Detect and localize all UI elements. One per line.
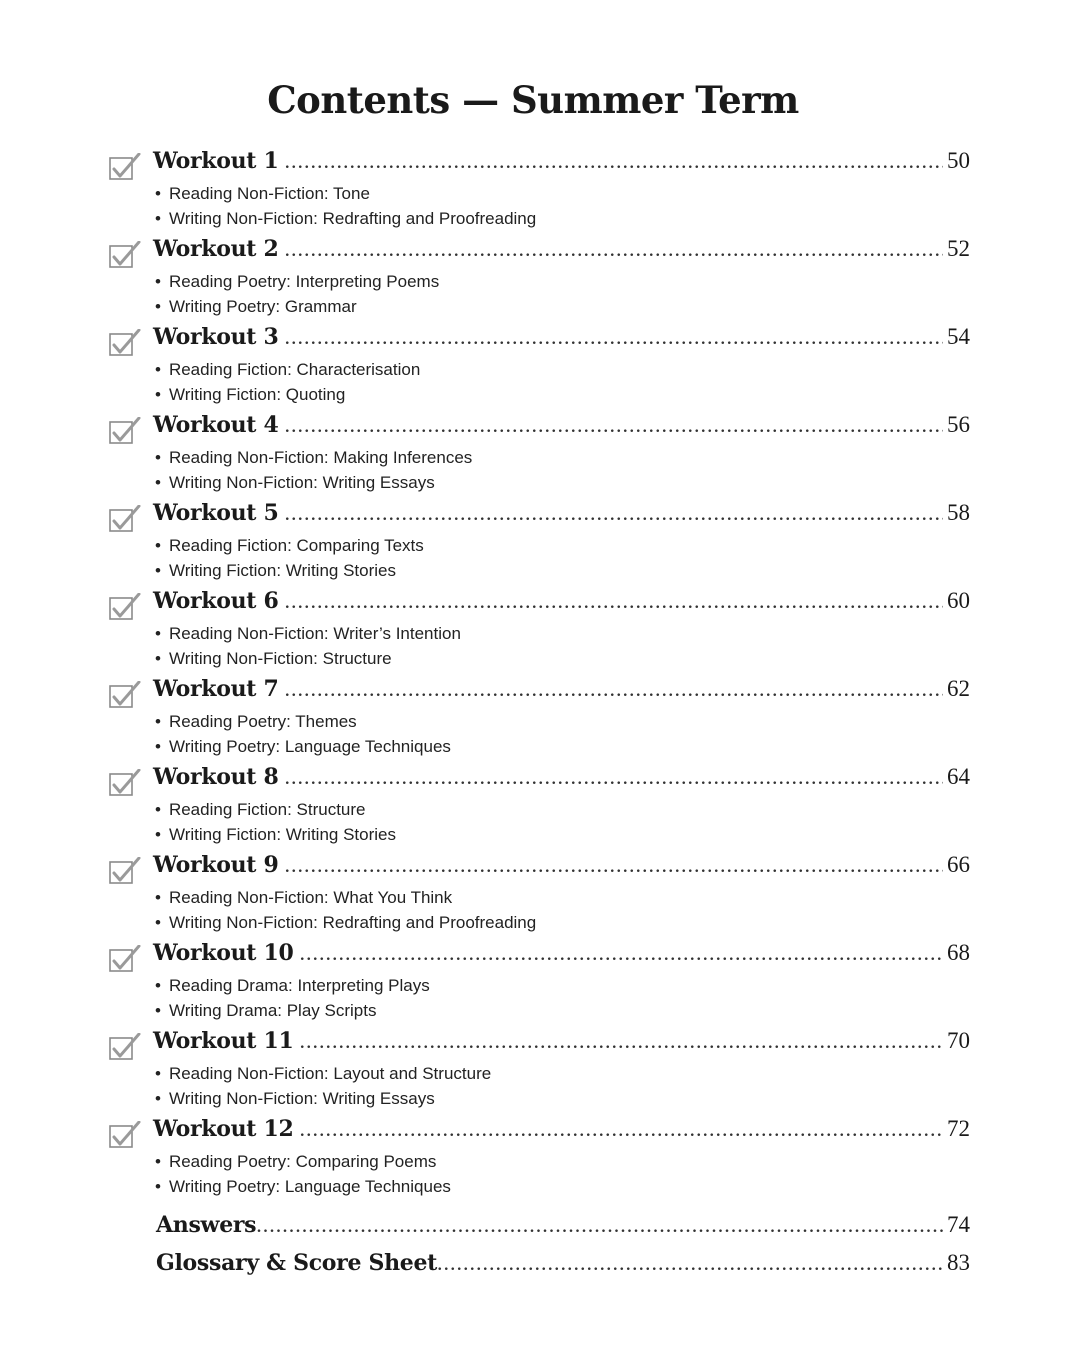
checkbox-tick-icon[interactable] [109, 505, 141, 533]
workout-title: Workout 3 [153, 324, 279, 350]
topic-item: • Writing Fiction: Quoting [155, 382, 420, 407]
topic-item: • Reading Fiction: Structure [155, 797, 396, 822]
topic-item: • Writing Non-Fiction: Structure [155, 646, 461, 671]
checkbox-tick-icon[interactable] [109, 241, 141, 269]
workout-title: Workout 1 [153, 148, 279, 174]
workout-title: Workout 4 [153, 412, 279, 438]
checkbox-tick-icon[interactable] [109, 769, 141, 797]
extra-title: Answers [156, 1212, 257, 1238]
topic-list [155, 181, 536, 231]
page-number: 64 [947, 764, 970, 789]
workout-entry-5[interactable] [106, 496, 970, 584]
workout-title: Workout 12 [153, 1116, 294, 1142]
workout-entry-1[interactable] [106, 144, 970, 232]
dot-leader [300, 940, 943, 966]
topic-list [155, 797, 396, 847]
topic-item: • Reading Fiction: Characterisation [155, 357, 420, 382]
dot-leader [285, 148, 943, 174]
checkbox-tick-icon[interactable] [109, 417, 141, 445]
topic-list [155, 445, 472, 495]
dot-leader [300, 1028, 943, 1054]
workout-title: Workout 2 [153, 236, 279, 262]
workout-title: Workout 5 [153, 500, 279, 526]
workout-entry-2[interactable] [106, 232, 970, 320]
workout-heading-row [153, 940, 970, 974]
workout-title: Workout 7 [153, 676, 279, 702]
page-number: 68 [947, 940, 970, 965]
workout-title: Workout 10 [153, 940, 294, 966]
topic-item: • Writing Non-Fiction: Writing Essays [155, 1086, 491, 1111]
topic-list [155, 973, 430, 1023]
workout-entry-3[interactable] [106, 320, 970, 408]
topic-item: • Writing Poetry: Language Techniques [155, 734, 451, 759]
topic-list [155, 709, 451, 759]
dot-leader [256, 1212, 943, 1238]
topic-item: • Writing Poetry: Language Techniques [155, 1174, 451, 1199]
topic-item: • Reading Non-Fiction: Writer’s Intention [155, 621, 461, 646]
checkbox-tick-icon[interactable] [109, 593, 141, 621]
topic-item: • Writing Non-Fiction: Writing Essays [155, 470, 472, 495]
page-number: 74 [947, 1212, 970, 1237]
workout-heading-row [153, 588, 970, 622]
checkbox-tick-icon[interactable] [109, 681, 141, 709]
workout-title: Workout 9 [153, 852, 279, 878]
topic-item: • Writing Non-Fiction: Redrafting and Proofreading [155, 910, 536, 935]
topic-item: • Writing Fiction: Writing Stories [155, 558, 424, 583]
checkbox-tick-icon[interactable] [109, 329, 141, 357]
page-title: Contents — Summer Term [267, 78, 799, 122]
checkbox-tick-icon[interactable] [109, 857, 141, 885]
workout-title: Workout 8 [153, 764, 279, 790]
page-number: 72 [947, 1116, 970, 1141]
workout-entry-12[interactable] [106, 1112, 970, 1200]
topic-list [155, 533, 424, 583]
dot-leader [285, 852, 943, 878]
checkbox-tick-icon[interactable] [109, 1121, 141, 1149]
dot-leader [285, 588, 943, 614]
dot-leader [285, 764, 943, 790]
topic-list [155, 1061, 491, 1111]
topic-list [155, 269, 439, 319]
page-number: 70 [947, 1028, 970, 1053]
dot-leader [285, 676, 943, 702]
workout-entry-4[interactable] [106, 408, 970, 496]
workout-heading-row [153, 324, 970, 358]
workout-title: Workout 6 [153, 588, 279, 614]
topic-list [155, 357, 420, 407]
workout-heading-row [153, 236, 970, 270]
topic-item: • Writing Poetry: Grammar [155, 294, 439, 319]
topic-item: • Writing Drama: Play Scripts [155, 998, 430, 1023]
dot-leader [285, 412, 943, 438]
page-number: 56 [947, 412, 970, 437]
topic-item: • Reading Non-Fiction: Layout and Structure [155, 1061, 491, 1086]
topic-list [155, 885, 536, 935]
topic-item: • Reading Poetry: Interpreting Poems [155, 269, 439, 294]
dot-leader [437, 1250, 943, 1276]
page-number: 83 [947, 1250, 970, 1275]
workout-entry-7[interactable] [106, 672, 970, 760]
dot-leader [285, 236, 943, 262]
workout-heading-row [153, 852, 970, 886]
workout-entry-10[interactable] [106, 936, 970, 1024]
page-number: 66 [947, 852, 970, 877]
page-number: 60 [947, 588, 970, 613]
topic-item: • Reading Fiction: Comparing Texts [155, 533, 424, 558]
topic-item: • Reading Non-Fiction: Making Inferences [155, 445, 472, 470]
extra-title: Glossary & Score Sheet [156, 1250, 438, 1276]
page-number: 54 [947, 324, 970, 349]
topic-item: • Reading Non-Fiction: Tone [155, 181, 536, 206]
topic-list [155, 621, 461, 671]
workout-heading-row [153, 1028, 970, 1062]
topic-item: • Reading Poetry: Themes [155, 709, 451, 734]
extra-sections-list [156, 1212, 970, 1288]
workout-heading-row [153, 500, 970, 534]
checkbox-tick-icon[interactable] [109, 153, 141, 181]
dot-leader [285, 324, 943, 350]
page-number: 52 [947, 236, 970, 261]
extra-entry-2[interactable] [156, 1250, 970, 1288]
workout-entry-11[interactable] [106, 1024, 970, 1112]
extra-entry-1[interactable] [156, 1212, 970, 1250]
workout-heading-row [153, 676, 970, 710]
page-number: 62 [947, 676, 970, 701]
workout-entry-9[interactable] [106, 848, 970, 936]
dot-leader [300, 1116, 943, 1142]
topic-item: • Reading Drama: Interpreting Plays [155, 973, 430, 998]
workout-heading-row [153, 764, 970, 798]
checkbox-tick-icon[interactable] [109, 1033, 141, 1061]
checkbox-tick-icon[interactable] [109, 945, 141, 973]
topic-item: • Reading Non-Fiction: What You Think [155, 885, 536, 910]
workout-entry-6[interactable] [106, 584, 970, 672]
workout-heading-row [153, 1116, 970, 1150]
topic-list [155, 1149, 451, 1199]
workout-heading-row [153, 148, 970, 182]
dot-leader [285, 500, 943, 526]
topic-item: • Writing Fiction: Writing Stories [155, 822, 396, 847]
page-number: 50 [947, 148, 970, 173]
topic-item: • Reading Poetry: Comparing Poems [155, 1149, 451, 1174]
workout-heading-row [153, 412, 970, 446]
workout-list [106, 144, 970, 1200]
topic-item: • Writing Non-Fiction: Redrafting and Proofreading [155, 206, 536, 231]
workout-title: Workout 11 [153, 1028, 294, 1054]
page-number: 58 [947, 500, 970, 525]
workout-entry-8[interactable] [106, 760, 970, 848]
